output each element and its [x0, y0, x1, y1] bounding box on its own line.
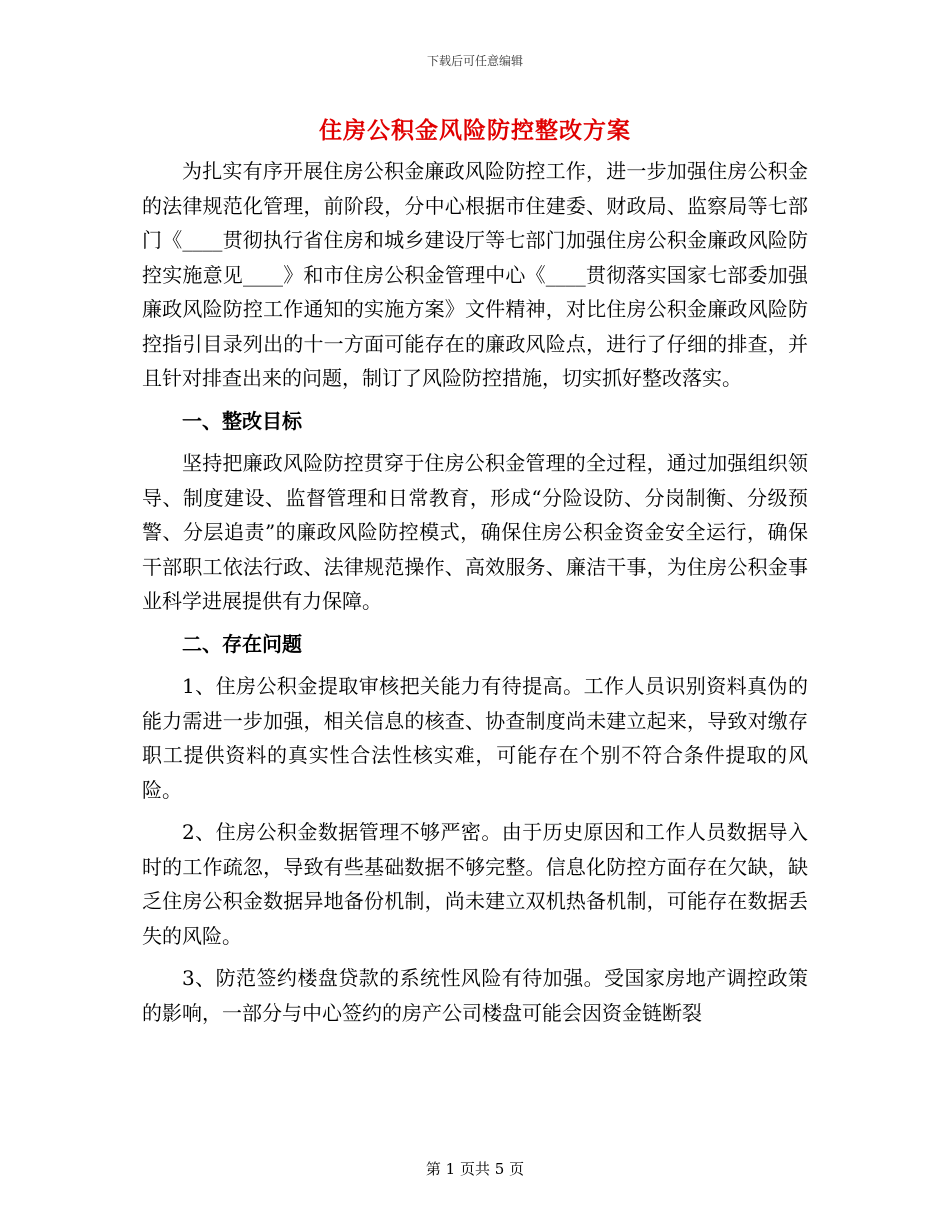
goals-paragraph: 坚持把廉政风险防控贯穿于住房公积金管理的全过程，通过加强组织领导、制度建设、监督管理和日常教育，形成“分险设防、分岗制衡、分级预警、分层追责”的廉政风险防控模式，确保住房公积金资金安全运行，确保干部职工依法行政、法律规范操作、高效服务、廉洁干事，为住房公积金事业科学进展提供有力保障。	[142, 451, 808, 613]
problem-item-2: 2、住房公积金数据管理不够严密。由于历史原因和工作人员数据导入时的工作疏忽，导致有些基础数据不够完整。信息化防控方面存在欠缺，缺乏住房公积金数据异地备份机制，尚未建立双机热备机制，可能存在数据丢失的风险。	[142, 820, 808, 948]
problem-item-3: 3、防范签约楼盘贷款的系统性风险有待加强。受国家房地产调控政策的影响，一部分与中心签约的房产公司楼盘可能会因资金链断裂	[142, 966, 808, 1025]
document-body	[142, 154, 808, 1030]
section-heading-goals: 一、整改目标	[182, 408, 302, 433]
problem-item-1: 1、住房公积金提取审核把关能力有待提高。工作人员识别资料真伪的能力需进一步加强，相关信息的核查、协查制度尚未建立起来，导致对缴存职工提供资料的真实性合法性核实难，可能存在个别不符合条件提取的风险。	[142, 674, 808, 802]
page-number: 第 1 页共 5 页	[425, 1160, 525, 1178]
document-title: 住房公积金风险防控整改方案	[319, 117, 631, 144]
section-heading-problems: 二、存在问题	[182, 631, 302, 656]
intro-paragraph: 为扎实有序开展住房公积金廉政风险防控工作，进一步加强住房公积金的法律规范化管理，前阶段，分中心根据市住建委、财政局、监察局等七部门《____贯彻执行省住房和城乡建设厅等七部门加强住房公积金廉政风险防控实施意见____》和市住房公积金管理中心《____贯彻落实国家七部委加强廉政风险防控工作通知的实施方案》文件精神，对比住房公积金廉政风险防控指引目录列出的十一方面可能存在的廉政风险点，进行了仔细的排查，并且针对排查出来的问题，制订了风险防控措施，切实抓好整改落实。	[142, 159, 808, 390]
header-note: 下载后可任意编辑	[426, 54, 523, 68]
